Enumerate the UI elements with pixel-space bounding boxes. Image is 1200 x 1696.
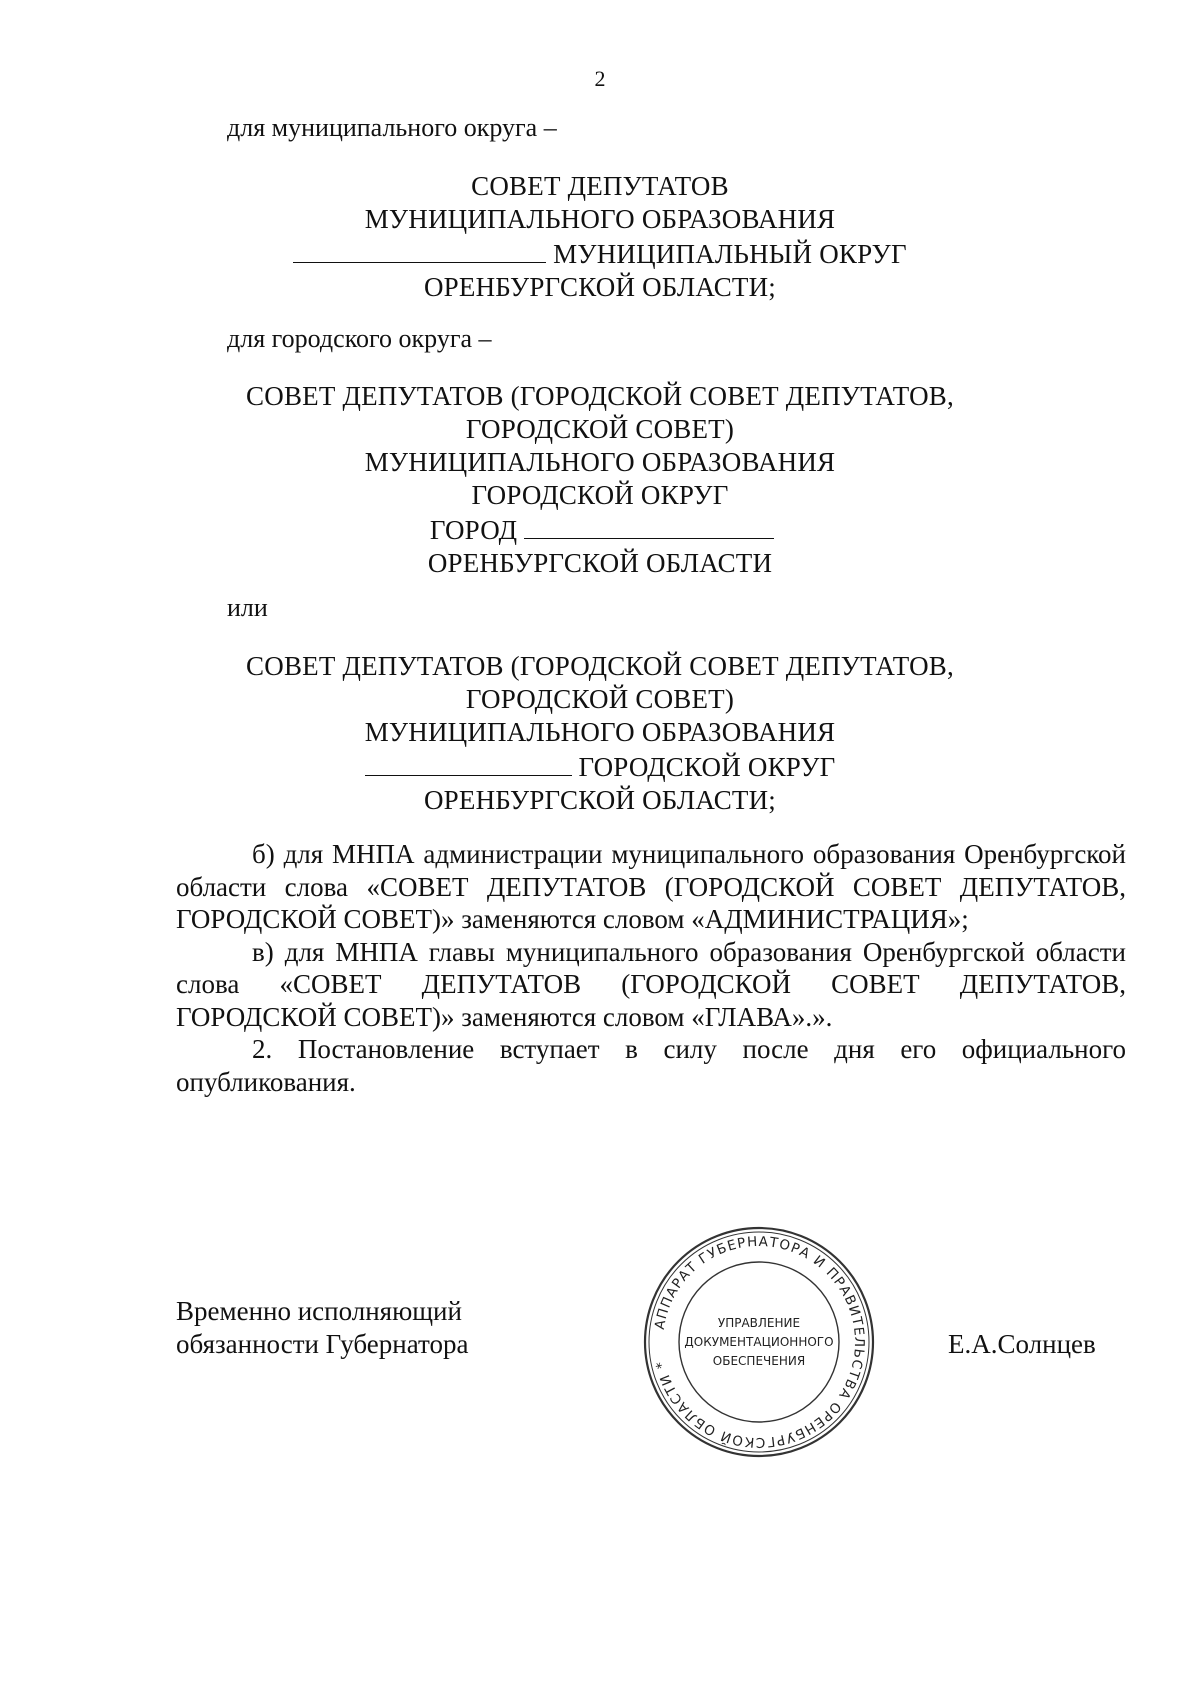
municipal-district-intro: для муниципального округа – [227, 113, 557, 142]
seal-outer-text: АППАРАТ ГУБЕРНАТОРА И ПРАВИТЕЛЬСТВА ОРЕНБУРГСКОЙ ОБЛАСТИ * [651, 1233, 868, 1451]
fill-in-blank [524, 512, 774, 539]
seal-inner-text: ОБЕСПЕЧЕНИЯ [712, 1354, 806, 1368]
fill-in-blank [293, 236, 546, 263]
heading-line-text: ГОРОДСКОЙ ОКРУГ [578, 752, 836, 782]
heading-line-text: ГОРОД [429, 515, 518, 545]
heading-line: СОВЕТ ДЕПУТАТОВ [471, 171, 729, 201]
paragraph-2: 2. Постановление вступает в силу после дня его официального опубликования. [176, 1034, 1126, 1097]
heading-line-with-blank [0, 749, 1200, 784]
heading-line: МУНИЦИПАЛЬНОГО ОБРАЗОВАНИЯ [364, 717, 836, 747]
position-line: Временно исполняющий [176, 1296, 462, 1326]
city-district-heading [0, 380, 1200, 580]
seal-inner-text: ДОКУМЕНТАЦИОННОГО [684, 1335, 834, 1349]
heading-line: ОРЕНБУРГСКОЙ ОБЛАСТИ; [423, 785, 777, 815]
page-number: 2 [594, 66, 606, 91]
official-seal [640, 1223, 878, 1461]
heading-line: ГОРОДСКОЙ СОВЕТ) [465, 684, 735, 714]
fill-in-blank [365, 749, 572, 776]
seal-inner-text: УПРАВЛЕНИЕ [717, 1316, 801, 1330]
city-district-intro: для городского округа – [227, 324, 492, 353]
heading-line: СОВЕТ ДЕПУТАТОВ (ГОРОДСКОЙ СОВЕТ ДЕПУТАТОВ, [246, 381, 954, 411]
signer-name: Е.А.Солнцев [948, 1329, 1096, 1359]
alternative-intro: или [227, 593, 268, 622]
paragraph-v: в) для МНПА главы муниципального образования Оренбургской области слова «СОВЕТ ДЕПУТАТОВ (ГОРОДСКОЙ СОВЕТ ДЕПУТАТОВ, ГОРОДСКОЙ СОВЕТ)» заменяются словом «ГЛАВА».». [176, 936, 1126, 1032]
heading-line: ОРЕНБУРГСКОЙ ОБЛАСТИ [427, 548, 773, 578]
heading-line: ГОРОДСКОЙ СОВЕТ) [465, 414, 735, 444]
seal-graphic [640, 1223, 878, 1461]
alternative-heading [0, 650, 1200, 817]
heading-line-with-blank [0, 236, 1200, 271]
heading-line: МУНИЦИПАЛЬНОГО ОБРАЗОВАНИЯ [364, 447, 836, 477]
heading-line: МУНИЦИПАЛЬНОГО ОБРАЗОВАНИЯ [364, 204, 836, 234]
heading-line: ОРЕНБУРГСКОЙ ОБЛАСТИ; [423, 272, 777, 302]
position-line: обязанности Губернатора [176, 1329, 469, 1359]
heading-line-text: МУНИЦИПАЛЬНЫЙ ОКРУГ [553, 239, 907, 269]
heading-line: ГОРОДСКОЙ ОКРУГ [471, 480, 729, 510]
heading-line: СОВЕТ ДЕПУТАТОВ (ГОРОДСКОЙ СОВЕТ ДЕПУТАТОВ, [246, 651, 954, 681]
paragraph-b: б) для МНПА администрации муниципального образования Оренбургской области слова «СОВЕТ ДЕПУТАТОВ (ГОРОДСКОЙ СОВЕТ ДЕПУТАТОВ, ГОРОДСКОЙ СОВЕТ)» заменяются словом «АДМИНИСТРАЦИЯ»; [176, 839, 1126, 934]
signatory-position [176, 1295, 468, 1361]
heading-line-with-blank [0, 512, 1200, 547]
body-text [176, 838, 1126, 1098]
municipal-district-heading [0, 170, 1200, 304]
